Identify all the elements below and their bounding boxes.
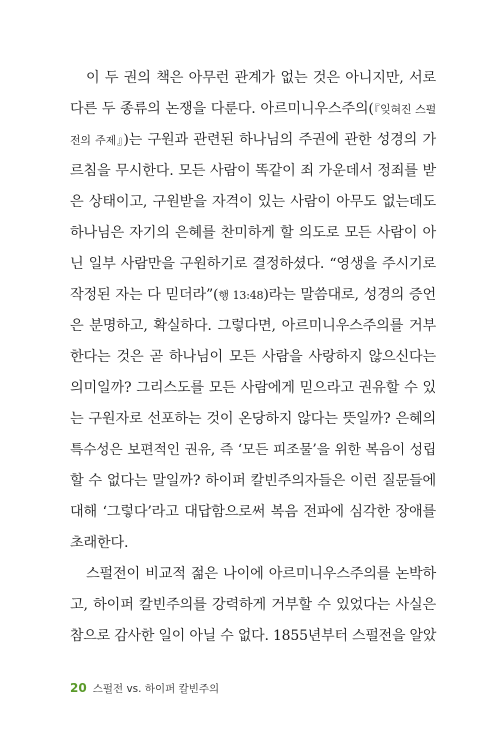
book-reference: 『잊혀진 스펄 <box>373 103 436 116</box>
paragraph-line: 은 상태이고, 구원받을 자격이 있는 사람이 아무도 없는데도 <box>70 194 436 210</box>
paragraph-line: 다른 두 종류의 논쟁을 다룬다. 아르미니우스주의(『잊혀진 스펄 <box>70 101 436 117</box>
paragraph-line: 하나님은 자기의 은혜를 찬미하게 할 의도로 모든 사람이 아 <box>70 225 436 241</box>
page-footer <box>70 681 219 696</box>
paragraph-line: 전의 주제』)는 구원과 관련된 하나님의 주권에 관한 성경의 가 <box>70 132 436 148</box>
paragraph-line: 르침을 무시한다. 모든 사람이 똑같이 죄 가운데서 정죄를 받 <box>70 163 436 179</box>
paragraph-1 <box>70 63 436 559</box>
paragraph-line: 특수성은 보편적인 권유, 즉 ‘모든 피조물’을 위한 복음이 성립 <box>70 442 436 458</box>
paragraph-line: 고, 하이퍼 칼빈주의를 강력하게 거부할 수 있었다는 사실은 <box>70 597 436 613</box>
page-number: 20 <box>70 681 87 695</box>
running-title: 스펄전 vs. 하이퍼 칼빈주의 <box>92 683 220 695</box>
paragraph-line: 할 수 없다는 말일까? 하이퍼 칼빈주의자들은 이런 질문들에 <box>70 473 436 489</box>
paragraph-line: 초래한다. <box>70 535 129 551</box>
scripture-reference: 행 13:48 <box>218 289 264 302</box>
paragraph-line: 스펄전이 비교적 젊은 나이에 아르미니우스주의를 논박하 <box>86 566 436 582</box>
paragraph-line: 참으로 감사한 일이 아닐 수 없다. 1855년부터 스펄전을 알았 <box>70 628 437 644</box>
book-reference: 전의 주제』 <box>70 134 124 147</box>
paragraph-line: 작정된 자는 다 믿더라”(행 13:48)라는 말씀대로, 성경의 증언 <box>70 287 436 303</box>
paragraph-line: 는 구원자로 선포하는 것이 온당하지 않다는 뜻일까? 은혜의 <box>70 411 436 427</box>
paragraph-line: 한다는 것은 곧 하나님이 모든 사람을 사랑하지 않으신다는 <box>70 349 436 365</box>
paragraph-line: 닌 일부 사람만을 구원하기로 결정하셨다. “영생을 주시기로 <box>70 256 436 272</box>
paragraph-line: 은 분명하고, 확실하다. 그렇다면, 아르미니우스주의를 거부 <box>70 318 436 334</box>
paragraph-line: 이 두 권의 책은 아무런 관계가 없는 것은 아니지만, 서로 <box>86 70 436 86</box>
paragraph-2 <box>70 559 436 652</box>
paragraph-line: 대해 ‘그렇다’라고 대답함으로써 복음 전파에 심각한 장애를 <box>70 504 436 520</box>
paragraph-line: 의미일까? 그리스도를 모든 사람에게 믿으라고 권유할 수 있 <box>70 380 436 396</box>
